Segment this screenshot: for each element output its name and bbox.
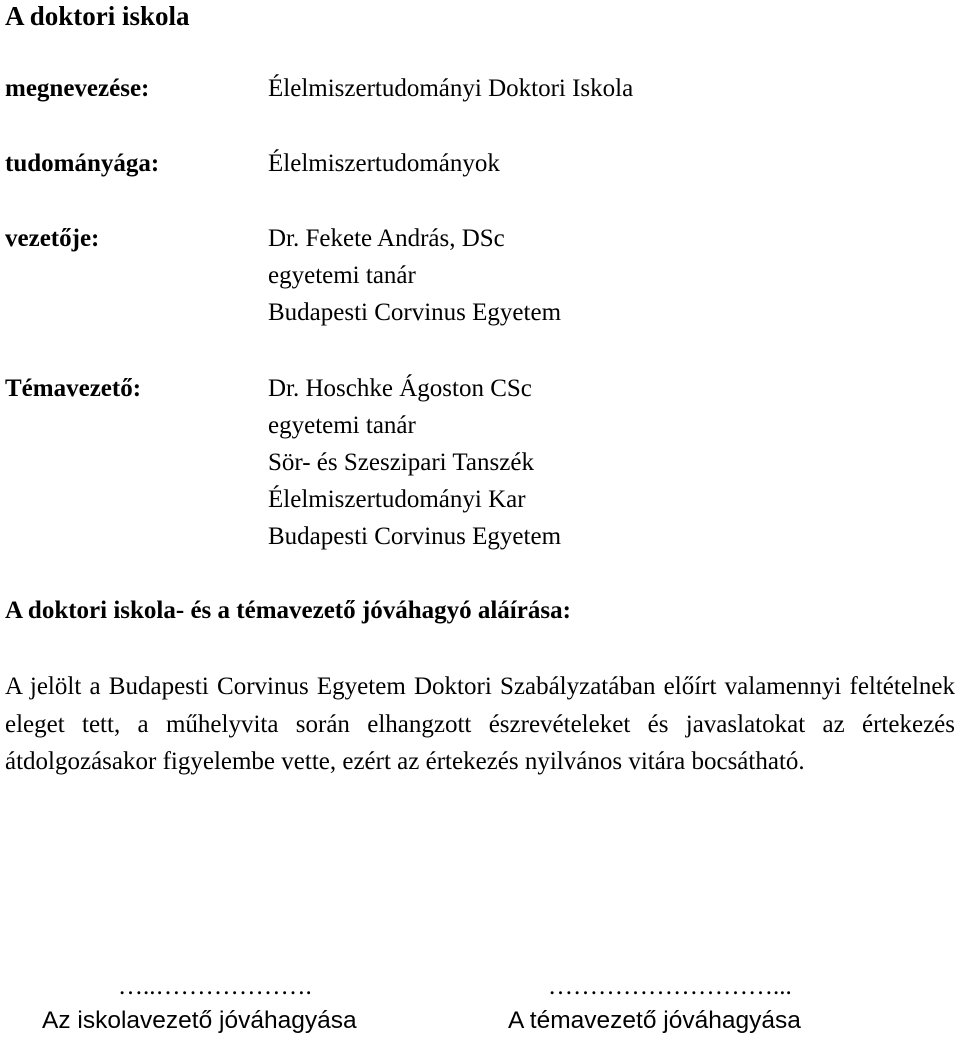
field-value-line: Élelmiszertudományi Doktori Iskola xyxy=(268,75,634,102)
signature-label-supervisor: A témavezető jóváhagyása xyxy=(508,1007,801,1034)
approval-paragraph: A jelölt a Budapesti Corvinus Egyetem Doktori Szabályzatában előírt valamennyi feltételnek eleget tett, a műhelyvita során elhangzott észrevételeket és javaslatokat az értekezés átdolgozásakor figyelembe vette, ezért az értekezés nyilvános vitára bocsátható. xyxy=(5,673,955,775)
field-value-line: Dr. Hoschke Ágoston CSc xyxy=(268,375,532,402)
field-value-supervisor xyxy=(268,370,948,555)
field-value-line: Budapesti Corvinus Egyetem xyxy=(268,299,562,326)
signature-line-school-head: …..………………. xyxy=(118,973,312,1000)
field-value-line: egyetemi tanár xyxy=(268,412,416,439)
field-value-line: Budapesti Corvinus Egyetem xyxy=(268,523,562,550)
field-value-discipline xyxy=(268,145,948,182)
field-label-supervisor: Témavezető: xyxy=(5,375,142,402)
field-value-line: Élelmiszertudományi Kar xyxy=(268,486,526,513)
field-label-head: vezetője: xyxy=(5,225,100,252)
signature-line-supervisor: ………………………... xyxy=(548,973,792,1000)
field-value-line: Dr. Fekete András, DSc xyxy=(268,225,505,252)
field-label-name: megnevezése: xyxy=(5,75,150,102)
field-value-name xyxy=(268,70,948,107)
field-label-discipline: tudományága: xyxy=(5,150,160,177)
field-value-line: Sör- és Szeszipari Tanszék xyxy=(268,449,534,476)
field-value-head xyxy=(268,220,948,331)
signature-label-school-head: Az iskolavezető jóváhagyása xyxy=(42,1007,357,1034)
field-value-line: egyetemi tanár xyxy=(268,262,416,289)
approval-heading: A doktori iskola- és a témavezető jóváhagyó aláírása: xyxy=(5,597,571,624)
field-value-line: Élelmiszertudományok xyxy=(268,150,500,177)
document-title: A doktori iskola xyxy=(5,1,190,31)
